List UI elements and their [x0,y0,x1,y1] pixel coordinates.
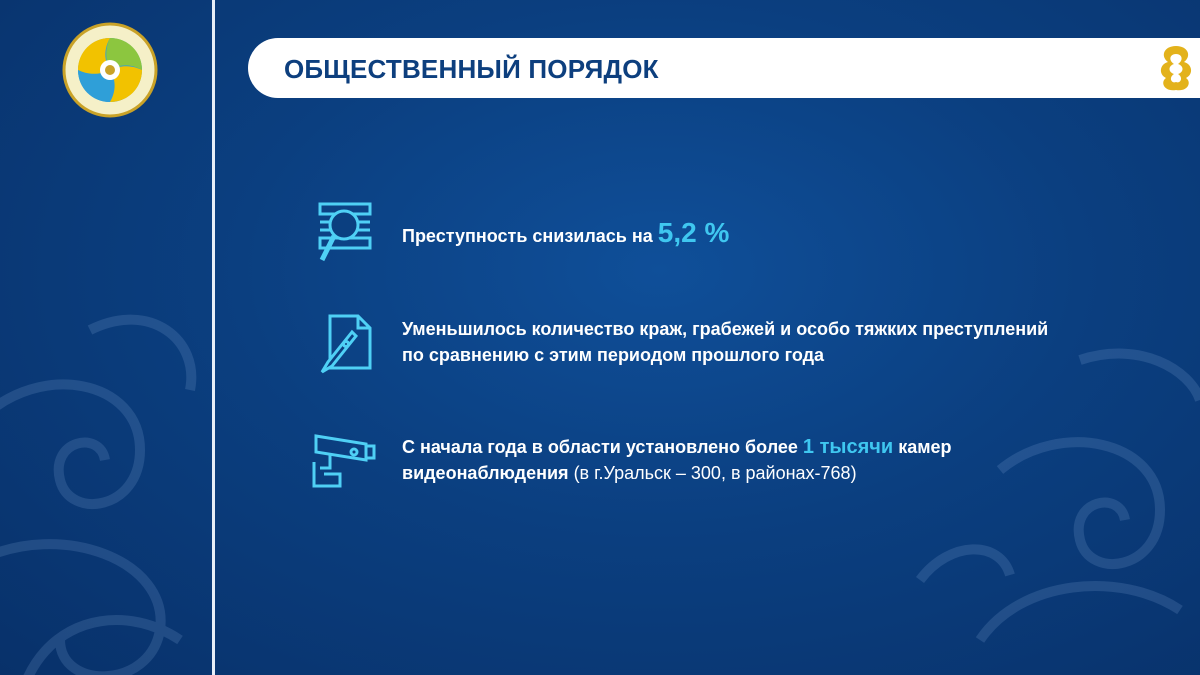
cameras-line-2 [402,460,952,486]
page-title: ОБЩЕСТВЕННЫЙ ПОРЯДОК [284,54,659,84]
cameras-count-highlight: 1 тысячи [802,436,894,458]
theft-reduction-line-1: Уменьшилось количество краж, грабежей и особо тяжких преступлений [402,319,1049,339]
crime-reduction-value: 5,2 % [657,217,730,248]
cameras-line-1-start: С начала года в области установлено более [402,437,803,457]
corner-ornament-logo-icon [1156,42,1196,94]
title-bar [248,38,1200,98]
cameras-line-1 [402,434,952,460]
region-emblem-icon [62,22,158,118]
crime-reduction-text [402,217,730,249]
magnifier-document-icon [312,200,378,266]
cameras-text [402,434,952,486]
cameras-line-2-details: (в г.Уральск – 300, в районах-768) [568,463,857,483]
security-camera-icon [310,428,376,494]
cameras-line-1-end: камер [893,437,952,457]
crime-reduction-label: Преступность снизилась на [402,226,658,246]
pen-document-icon [312,312,378,378]
cameras-line-2-bold: видеонаблюдения [402,463,569,483]
vertical-divider [212,0,215,675]
theft-reduction-text [402,316,1048,368]
theft-reduction-line-2: по сравнению с этим периодом прошлого года [402,345,825,365]
